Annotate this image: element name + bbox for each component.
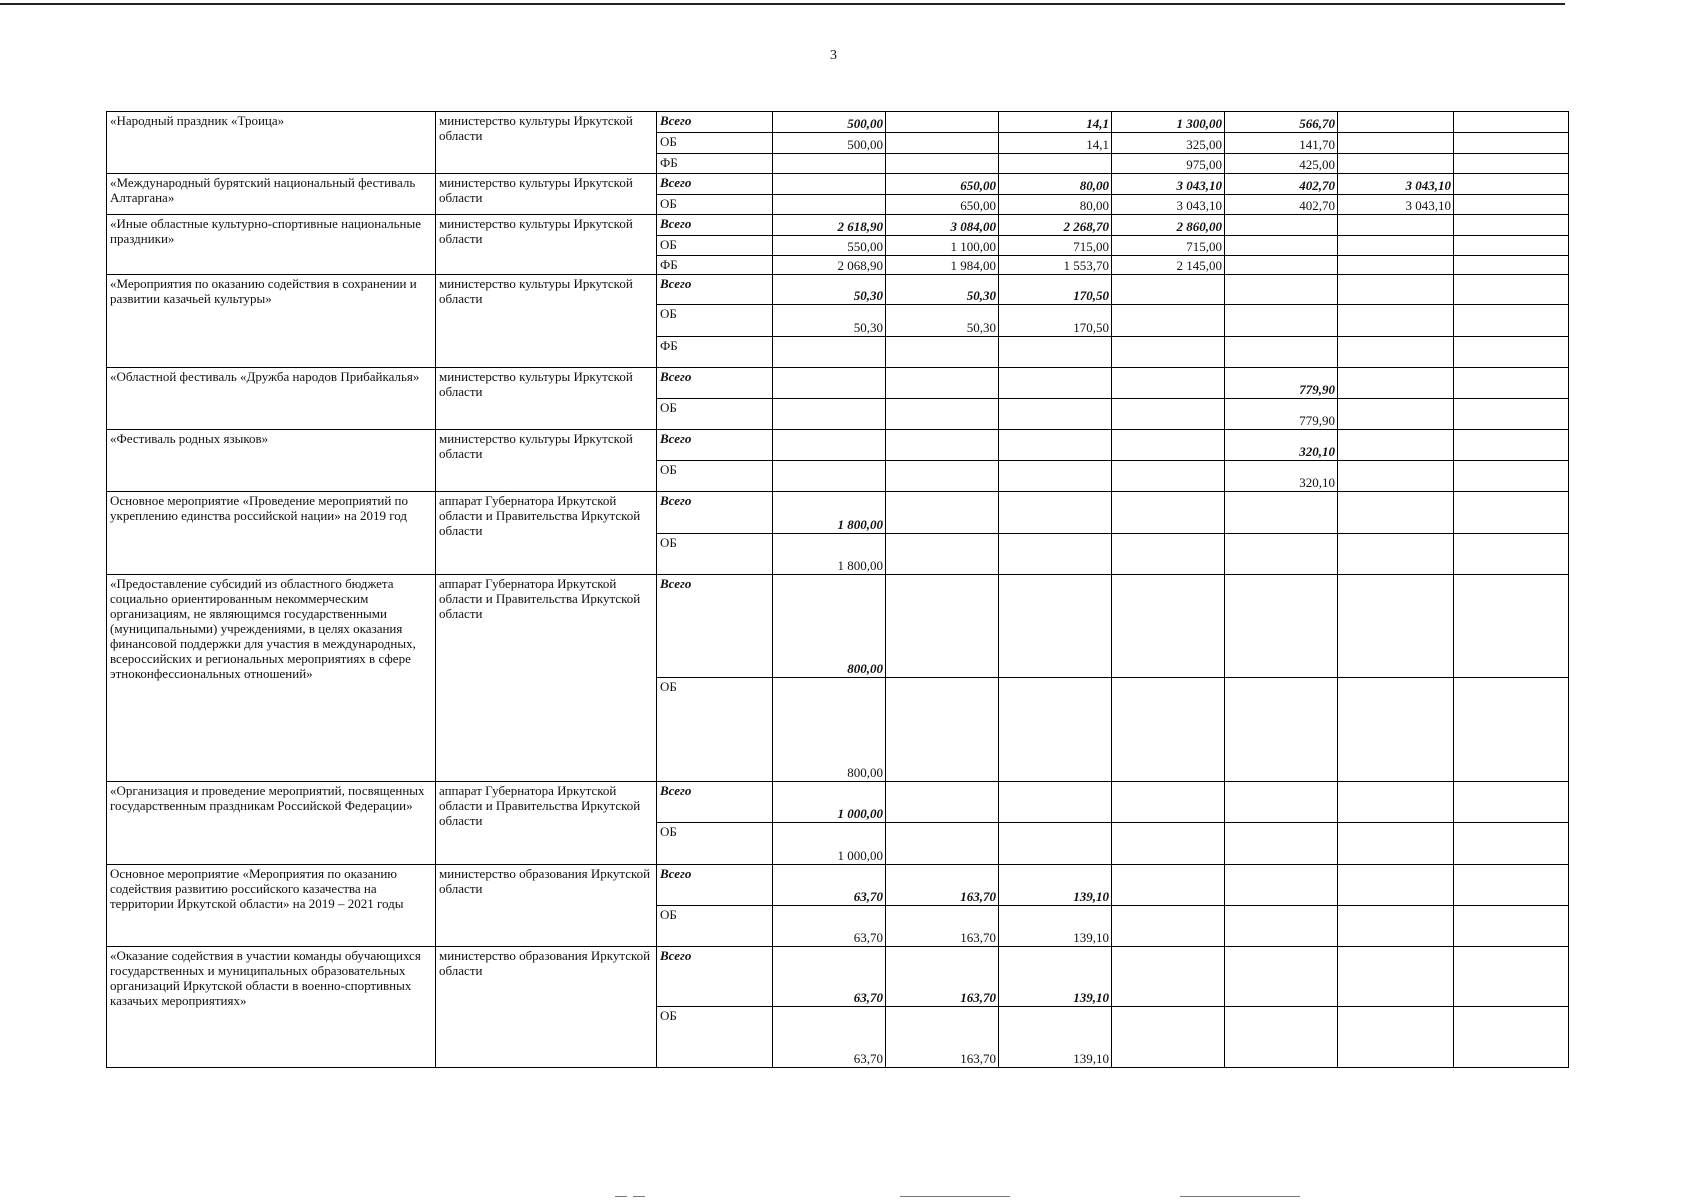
amount-cell — [1454, 133, 1569, 154]
amount-cell: 800,00 — [773, 575, 886, 678]
funding-source-cell: ОБ — [657, 133, 773, 154]
amount-cell: 3 043,10 — [1112, 195, 1225, 215]
amount-cell — [1338, 337, 1454, 368]
executor-cell: министерство культуры Иркутской области — [436, 430, 657, 492]
amount-cell: 1 800,00 — [773, 492, 886, 534]
amount-cell: 50,30 — [886, 305, 999, 337]
executor-cell: министерство культуры Иркутской области — [436, 174, 657, 215]
funding-source-cell: ОБ — [657, 461, 773, 492]
amount-cell — [1338, 461, 1454, 492]
funding-source-cell: ФБ — [657, 154, 773, 174]
amount-cell: 163,70 — [886, 865, 999, 906]
table-row — [107, 112, 1569, 133]
amount-cell — [1338, 823, 1454, 865]
amount-cell — [1225, 275, 1338, 305]
amount-cell: 1 000,00 — [773, 823, 886, 865]
scan-mark — [1180, 1196, 1300, 1197]
funding-source-cell: ОБ — [657, 823, 773, 865]
amount-cell — [1112, 430, 1225, 461]
activity-name-cell: «Оказание содействия в участии команды обучающихся государственных и муниципальных образовательных организаций Иркутской области в военно-спортивных казачьих мероприятиях» — [107, 947, 436, 1068]
amount-cell — [886, 782, 999, 823]
amount-cell — [886, 823, 999, 865]
amount-cell: 2 860,00 — [1112, 215, 1225, 236]
amount-cell — [1338, 275, 1454, 305]
amount-cell — [773, 399, 886, 430]
amount-cell: 50,30 — [773, 275, 886, 305]
amount-cell: 2 145,00 — [1112, 256, 1225, 275]
amount-cell — [999, 678, 1112, 782]
funding-source-cell: Всего — [657, 275, 773, 305]
amount-cell: 500,00 — [773, 112, 886, 133]
executor-cell: министерство культуры Иркутской области — [436, 112, 657, 174]
amount-cell — [1338, 368, 1454, 399]
amount-cell: 779,90 — [1225, 399, 1338, 430]
amount-cell — [1225, 575, 1338, 678]
amount-cell: 566,70 — [1225, 112, 1338, 133]
amount-cell — [1454, 368, 1569, 399]
table-row — [107, 368, 1569, 399]
funding-source-cell: ОБ — [657, 399, 773, 430]
amount-cell — [1454, 865, 1569, 906]
amount-cell — [1338, 1007, 1454, 1068]
amount-cell: 2 068,90 — [773, 256, 886, 275]
amount-cell: 139,10 — [999, 865, 1112, 906]
amount-cell — [1454, 430, 1569, 461]
amount-cell — [1225, 256, 1338, 275]
amount-cell — [886, 368, 999, 399]
funding-source-cell: ФБ — [657, 337, 773, 368]
amount-cell: 320,10 — [1225, 430, 1338, 461]
amount-cell — [886, 461, 999, 492]
funding-source-cell: ОБ — [657, 906, 773, 947]
amount-cell — [999, 337, 1112, 368]
executor-cell: аппарат Губернатора Иркутской области и Правительства Иркутской области — [436, 575, 657, 782]
amount-cell — [1338, 154, 1454, 174]
amount-cell — [1338, 575, 1454, 678]
scan-edge-line — [0, 3, 1565, 5]
amount-cell: 715,00 — [1112, 236, 1225, 256]
activity-name-cell: Основное мероприятие «Проведение мероприятий по укреплению единства российской нации» на 2019 год — [107, 492, 436, 575]
amount-cell — [1454, 112, 1569, 133]
activity-name-cell: «Предоставление субсидий из областного бюджета социально ориентированным некоммерческим организациям, не являющимся государственными (муниципальными) учреждениями, в целях оказания финансовой поддержки для участия в международных, всероссийских и региональных мероприятиях в сфере этноконфессиональных отношений» — [107, 575, 436, 782]
amount-cell — [999, 461, 1112, 492]
amount-cell: 163,70 — [886, 906, 999, 947]
amount-cell — [1112, 782, 1225, 823]
amount-cell: 139,10 — [999, 1007, 1112, 1068]
funding-source-cell: Всего — [657, 215, 773, 236]
amount-cell — [1225, 534, 1338, 575]
amount-cell — [1112, 865, 1225, 906]
amount-cell — [1454, 174, 1569, 195]
amount-cell — [1112, 906, 1225, 947]
amount-cell — [999, 575, 1112, 678]
scan-mark — [900, 1196, 1010, 1197]
amount-cell: 80,00 — [999, 174, 1112, 195]
table-row — [107, 947, 1569, 1007]
amount-cell: 3 043,10 — [1338, 174, 1454, 195]
amount-cell — [773, 154, 886, 174]
amount-cell — [1112, 575, 1225, 678]
amount-cell — [886, 399, 999, 430]
amount-cell — [999, 823, 1112, 865]
amount-cell: 1 800,00 — [773, 534, 886, 575]
amount-cell: 50,30 — [886, 275, 999, 305]
amount-cell — [999, 430, 1112, 461]
funding-source-cell: Всего — [657, 947, 773, 1007]
amount-cell — [1454, 575, 1569, 678]
amount-cell — [1225, 947, 1338, 1007]
amount-cell — [773, 195, 886, 215]
amount-cell — [1454, 947, 1569, 1007]
amount-cell — [1225, 782, 1338, 823]
amount-cell — [1454, 195, 1569, 215]
amount-cell: 500,00 — [773, 133, 886, 154]
amount-cell — [999, 782, 1112, 823]
amount-cell: 170,50 — [999, 305, 1112, 337]
funding-source-cell: ОБ — [657, 305, 773, 337]
amount-cell — [886, 133, 999, 154]
table-row — [107, 575, 1569, 678]
executor-cell: министерство образования Иркутской области — [436, 865, 657, 947]
amount-cell: 800,00 — [773, 678, 886, 782]
amount-cell — [886, 678, 999, 782]
amount-cell — [1112, 305, 1225, 337]
amount-cell: 141,70 — [1225, 133, 1338, 154]
amount-cell — [1454, 256, 1569, 275]
amount-cell: 14,1 — [999, 112, 1112, 133]
amount-cell — [1338, 399, 1454, 430]
amount-cell — [1225, 215, 1338, 236]
amount-cell — [886, 337, 999, 368]
amount-cell — [1338, 305, 1454, 337]
amount-cell — [1112, 823, 1225, 865]
activity-name-cell: «Народный праздник «Троица» — [107, 112, 436, 174]
scan-mark — [615, 1196, 627, 1197]
amount-cell — [1454, 399, 1569, 430]
amount-cell — [1454, 534, 1569, 575]
funding-source-cell: ОБ — [657, 236, 773, 256]
amount-cell — [1454, 305, 1569, 337]
activity-name-cell: «Иные областные культурно-спортивные национальные праздники» — [107, 215, 436, 275]
amount-cell: 63,70 — [773, 906, 886, 947]
table-row — [107, 275, 1569, 305]
amount-cell: 975,00 — [1112, 154, 1225, 174]
amount-cell — [773, 461, 886, 492]
funding-source-cell: Всего — [657, 865, 773, 906]
amount-cell — [1112, 947, 1225, 1007]
amount-cell — [1338, 215, 1454, 236]
amount-cell — [999, 399, 1112, 430]
amount-cell — [1454, 461, 1569, 492]
executor-cell: министерство культуры Иркутской области — [436, 215, 657, 275]
amount-cell — [1112, 368, 1225, 399]
amount-cell: 1 553,70 — [999, 256, 1112, 275]
activity-name-cell: «Мероприятия по оказанию содействия в сохранении и развитии казачьей культуры» — [107, 275, 436, 368]
amount-cell — [1338, 947, 1454, 1007]
table-row — [107, 174, 1569, 195]
amount-cell: 402,70 — [1225, 174, 1338, 195]
executor-cell: аппарат Губернатора Иркутской области и Правительства Иркутской области — [436, 492, 657, 575]
amount-cell: 63,70 — [773, 865, 886, 906]
amount-cell — [1225, 823, 1338, 865]
amount-cell: 320,10 — [1225, 461, 1338, 492]
amount-cell — [1225, 865, 1338, 906]
activity-name-cell: «Международный бурятский национальный фестиваль Алтаргана» — [107, 174, 436, 215]
amount-cell — [886, 492, 999, 534]
amount-cell — [1225, 678, 1338, 782]
page-number: 3 — [830, 48, 837, 63]
amount-cell — [1338, 906, 1454, 947]
amount-cell — [1454, 337, 1569, 368]
amount-cell: 1 984,00 — [886, 256, 999, 275]
funding-source-cell: ОБ — [657, 1007, 773, 1068]
amount-cell — [1454, 782, 1569, 823]
table-row — [107, 215, 1569, 236]
amount-cell — [1112, 1007, 1225, 1068]
amount-cell — [1225, 337, 1338, 368]
amount-cell — [1225, 305, 1338, 337]
funding-source-cell: ФБ — [657, 256, 773, 275]
amount-cell — [999, 534, 1112, 575]
amount-cell: 80,00 — [999, 195, 1112, 215]
amount-cell — [886, 575, 999, 678]
scan-mark — [633, 1196, 645, 1197]
amount-cell — [1454, 906, 1569, 947]
amount-cell: 14,1 — [999, 133, 1112, 154]
amount-cell: 650,00 — [886, 174, 999, 195]
amount-cell — [1454, 215, 1569, 236]
funding-source-cell: Всего — [657, 492, 773, 534]
amount-cell — [1338, 236, 1454, 256]
amount-cell — [886, 430, 999, 461]
amount-cell — [1338, 430, 1454, 461]
amount-cell — [1338, 678, 1454, 782]
amount-cell: 63,70 — [773, 1007, 886, 1068]
amount-cell: 3 043,10 — [1338, 195, 1454, 215]
amount-cell — [1112, 337, 1225, 368]
amount-cell — [1225, 236, 1338, 256]
amount-cell — [1112, 534, 1225, 575]
funding-source-cell: Всего — [657, 368, 773, 399]
amount-cell — [1112, 275, 1225, 305]
executor-cell: аппарат Губернатора Иркутской области и Правительства Иркутской области — [436, 782, 657, 865]
amount-cell: 2 268,70 — [999, 215, 1112, 236]
amount-cell: 550,00 — [773, 236, 886, 256]
funding-source-cell: Всего — [657, 575, 773, 678]
amount-cell: 425,00 — [1225, 154, 1338, 174]
amount-cell: 139,10 — [999, 906, 1112, 947]
amount-cell — [1225, 1007, 1338, 1068]
amount-cell — [999, 154, 1112, 174]
table-row — [107, 865, 1569, 906]
amount-cell — [1112, 492, 1225, 534]
amount-cell: 139,10 — [999, 947, 1112, 1007]
amount-cell: 1 000,00 — [773, 782, 886, 823]
amount-cell — [1454, 823, 1569, 865]
table-row — [107, 782, 1569, 823]
amount-cell — [1454, 678, 1569, 782]
table-row — [107, 492, 1569, 534]
amount-cell: 715,00 — [999, 236, 1112, 256]
amount-cell — [773, 430, 886, 461]
funding-source-cell: ОБ — [657, 195, 773, 215]
amount-cell: 1 300,00 — [1112, 112, 1225, 133]
amount-cell — [1338, 534, 1454, 575]
executor-cell: министерство культуры Иркутской области — [436, 368, 657, 430]
amount-cell: 163,70 — [886, 947, 999, 1007]
amount-cell: 163,70 — [886, 1007, 999, 1068]
amount-cell — [773, 337, 886, 368]
amount-cell — [1454, 1007, 1569, 1068]
amount-cell — [773, 368, 886, 399]
amount-cell — [999, 492, 1112, 534]
amount-cell: 3 043,10 — [1112, 174, 1225, 195]
activity-name-cell: «Областной фестиваль «Дружба народов Прибайкалья» — [107, 368, 436, 430]
amount-cell: 63,70 — [773, 947, 886, 1007]
amount-cell — [1454, 275, 1569, 305]
funding-source-cell: ОБ — [657, 534, 773, 575]
amount-cell — [886, 154, 999, 174]
amount-cell — [1225, 906, 1338, 947]
funding-source-cell: Всего — [657, 174, 773, 195]
amount-cell — [1454, 236, 1569, 256]
budget-table — [106, 111, 1569, 1068]
funding-source-cell: Всего — [657, 782, 773, 823]
amount-cell — [1225, 492, 1338, 534]
amount-cell — [1454, 154, 1569, 174]
amount-cell: 50,30 — [773, 305, 886, 337]
amount-cell: 402,70 — [1225, 195, 1338, 215]
amount-cell: 1 100,00 — [886, 236, 999, 256]
amount-cell — [1338, 782, 1454, 823]
funding-source-cell: Всего — [657, 112, 773, 133]
amount-cell — [1112, 678, 1225, 782]
amount-cell: 170,50 — [999, 275, 1112, 305]
amount-cell: 325,00 — [1112, 133, 1225, 154]
amount-cell: 3 084,00 — [886, 215, 999, 236]
amount-cell — [1454, 492, 1569, 534]
funding-source-cell: Всего — [657, 430, 773, 461]
amount-cell — [1338, 256, 1454, 275]
amount-cell — [999, 368, 1112, 399]
amount-cell — [1338, 133, 1454, 154]
amount-cell — [1338, 865, 1454, 906]
amount-cell — [1112, 399, 1225, 430]
amount-cell: 779,90 — [1225, 368, 1338, 399]
amount-cell — [1338, 492, 1454, 534]
amount-cell — [886, 534, 999, 575]
amount-cell — [1112, 461, 1225, 492]
executor-cell: министерство культуры Иркутской области — [436, 275, 657, 368]
activity-name-cell: «Фестиваль родных языков» — [107, 430, 436, 492]
activity-name-cell: Основное мероприятие «Мероприятия по оказанию содействия развитию российского казачества на территории Иркутской области» на 2019 – 2021 годы — [107, 865, 436, 947]
funding-source-cell: ОБ — [657, 678, 773, 782]
amount-cell — [1338, 112, 1454, 133]
amount-cell: 2 618,90 — [773, 215, 886, 236]
amount-cell — [886, 112, 999, 133]
table-row — [107, 430, 1569, 461]
executor-cell: министерство образования Иркутской области — [436, 947, 657, 1068]
activity-name-cell: «Организация и проведение мероприятий, посвященных государственным праздникам Российской Федерации» — [107, 782, 436, 865]
amount-cell: 650,00 — [886, 195, 999, 215]
amount-cell — [773, 174, 886, 195]
